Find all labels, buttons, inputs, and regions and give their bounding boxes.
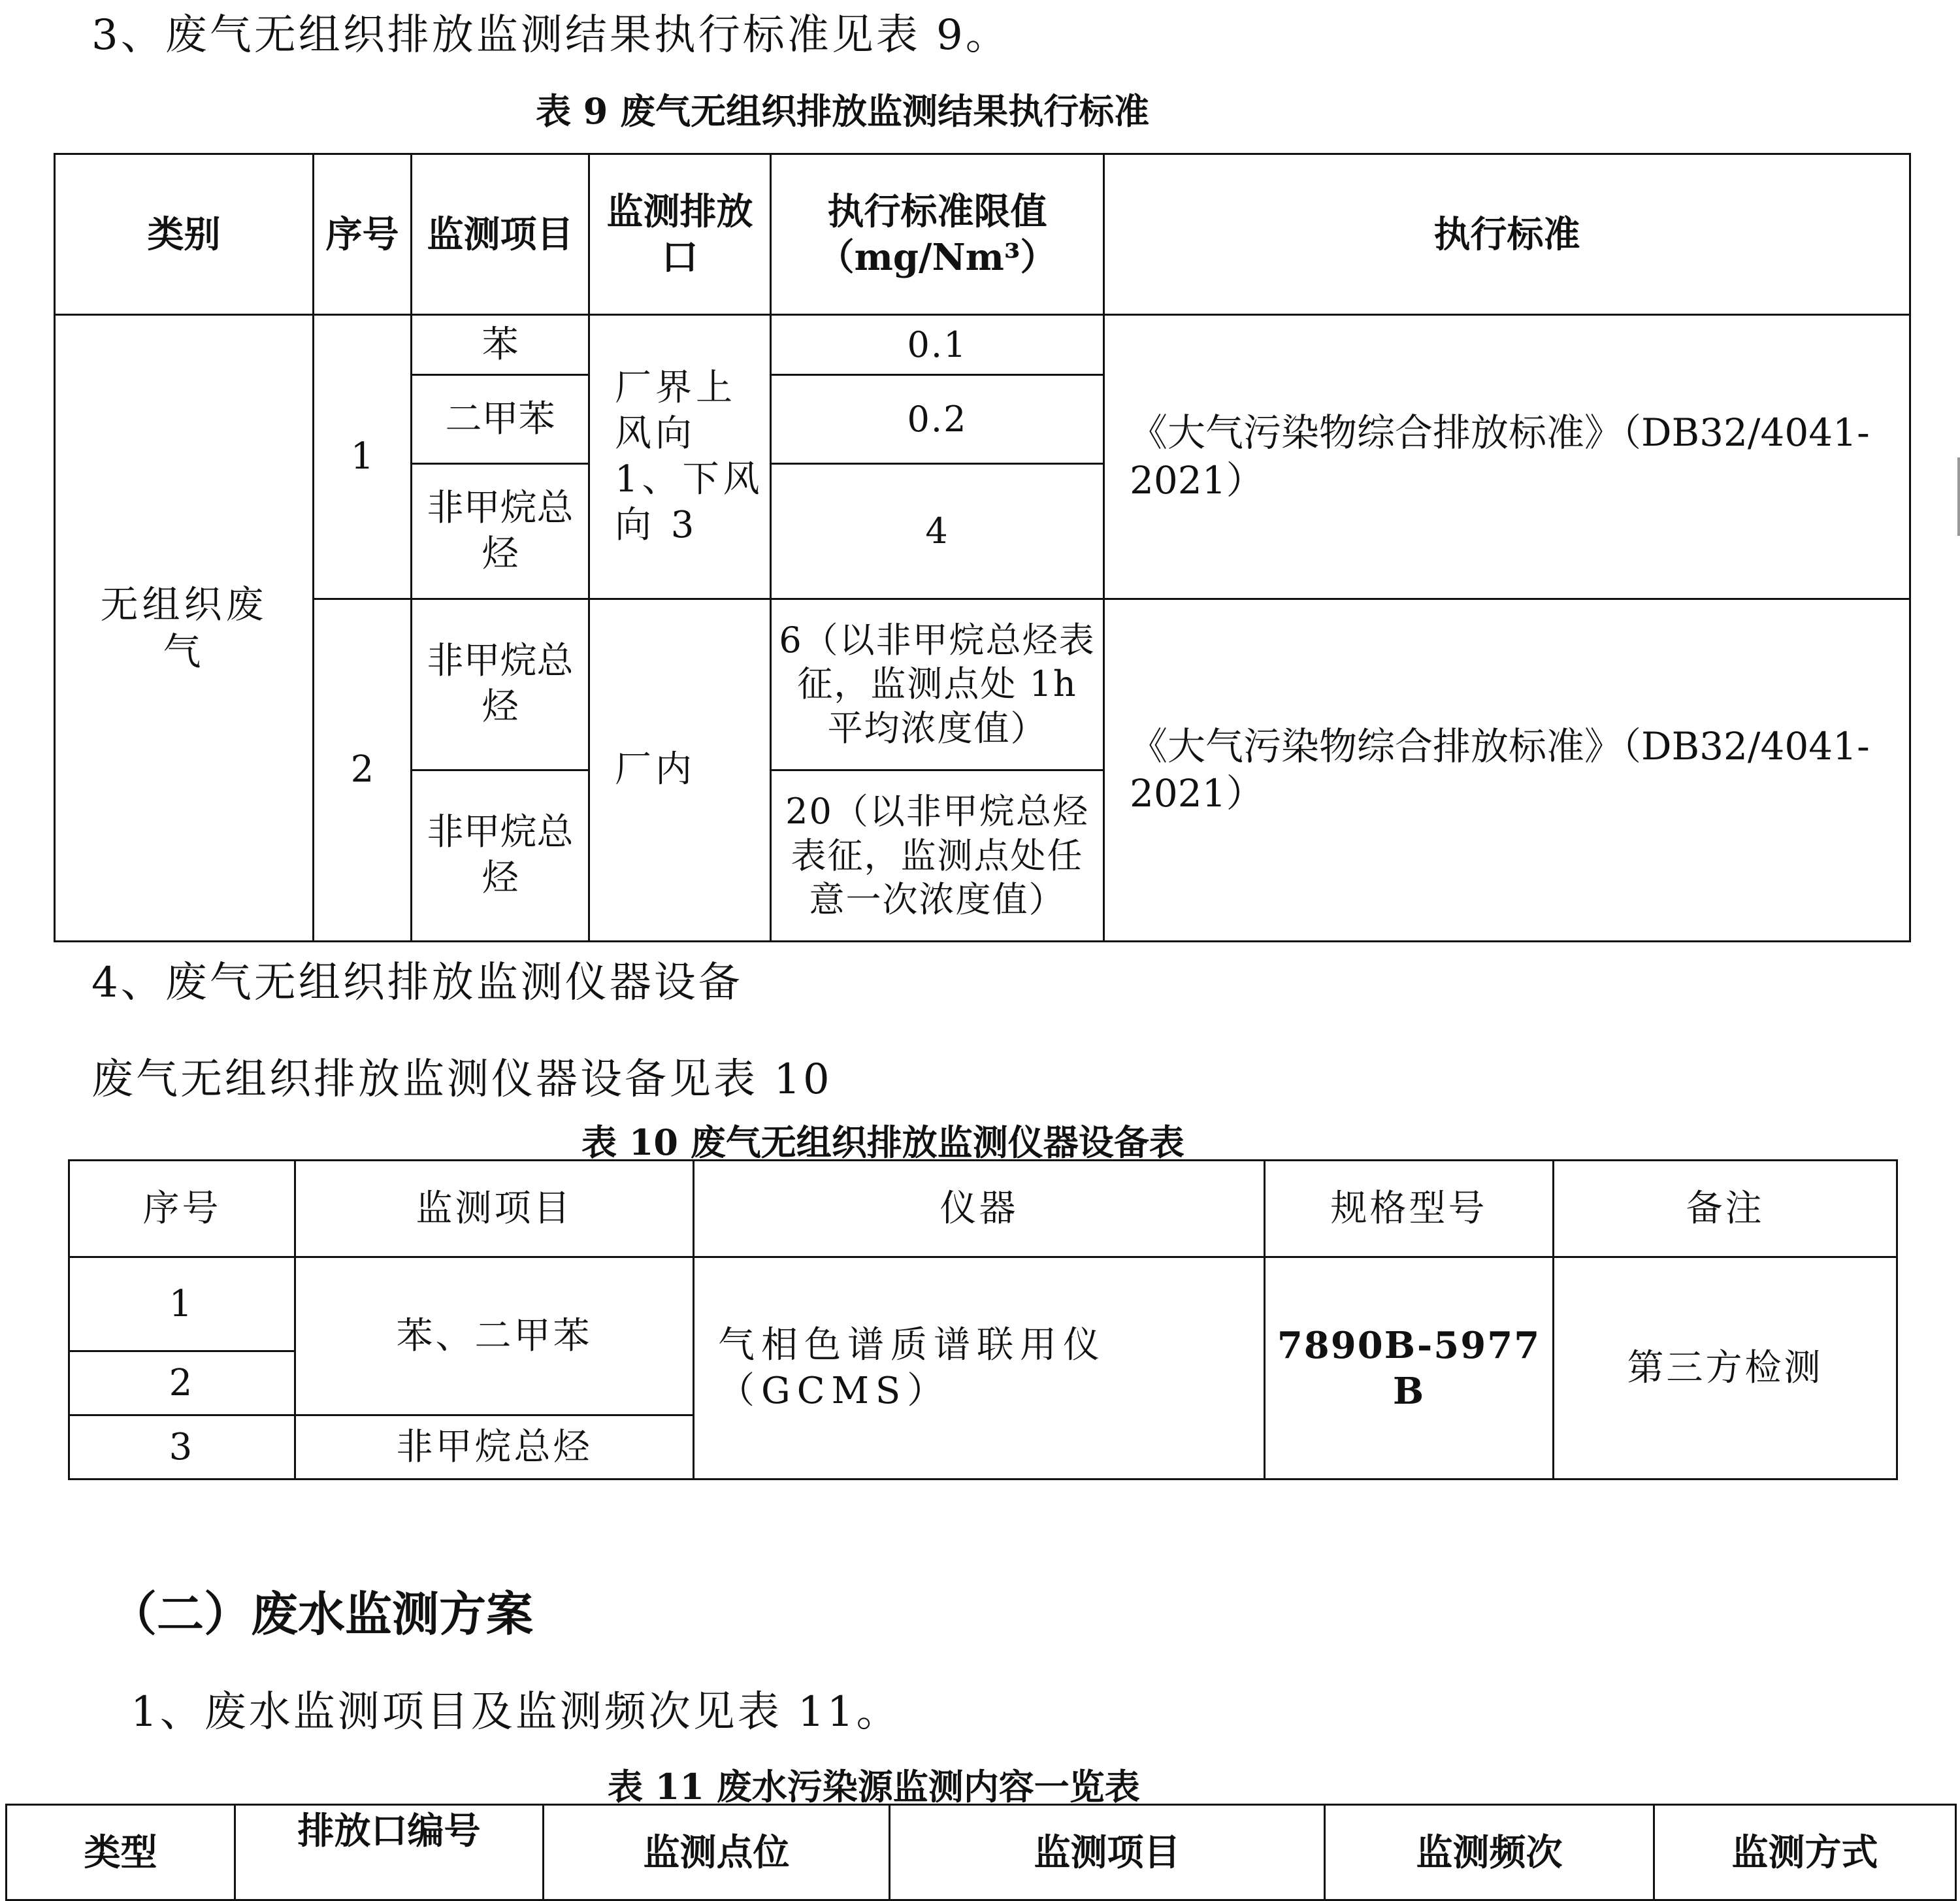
instrument-cell: 气相色谱质谱联用仪（GCMS） [694, 1257, 1265, 1479]
table11-wastewater [5, 1804, 1957, 1901]
limit-cell: 6（以非甲烷总烃表征，监测点处 1h 平均浓度值） [771, 599, 1104, 770]
item-cell: 二甲苯 [412, 375, 589, 464]
item-cell: 非甲烷总烃 [412, 770, 589, 941]
seq-cell: 1 [69, 1257, 295, 1351]
standard-cell-2: 《大气污染物综合排放标准》（DB32/4041-2021） [1104, 599, 1910, 941]
note-cell: 第三方检测 [1554, 1257, 1897, 1479]
page-edge-mark [1957, 457, 1960, 536]
port-cell-2: 厂内 [589, 599, 771, 941]
header-seq: 序号 [314, 154, 412, 315]
item-cell: 苯 [412, 315, 589, 375]
header-port: 监测排放口 [589, 154, 771, 315]
header-method: 监测方式 [1654, 1805, 1956, 1900]
table11-caption: 表 11 废水污染源监测内容一览表 [608, 1766, 1140, 1808]
model-cell: 7890B-5977B [1265, 1257, 1554, 1479]
header-type: 类型 [7, 1805, 235, 1900]
limit-cell: 20（以非甲烷总烃表征，监测点处任意一次浓度值） [771, 770, 1104, 941]
header-item: 监测项目 [295, 1161, 694, 1257]
table10-caption: 表 10 废气无组织排放监测仪器设备表 [581, 1121, 1184, 1163]
header-standard: 执行标准 [1104, 154, 1910, 315]
item-cell-benzene-xylene: 苯、二甲苯 [295, 1257, 694, 1415]
paragraph-section4-heading: 4、废气无组织排放监测仪器设备 [91, 959, 743, 1007]
header-model: 规格型号 [1265, 1161, 1554, 1257]
port-cell-1: 厂界上风向 1、下风向 3 [589, 315, 771, 599]
table10-instruments [68, 1159, 1898, 1480]
header-note: 备注 [1554, 1161, 1897, 1257]
paragraph-table9-intro: 3、废气无组织排放监测结果执行标准见表 9。 [91, 11, 1010, 59]
table9-emission-standards [54, 153, 1911, 942]
category-cell: 无组织废气 [55, 315, 314, 942]
item-cell-nmhc: 非甲烷总烃 [295, 1415, 694, 1479]
seq-cell-2: 2 [314, 599, 412, 941]
item-cell: 非甲烷总烃 [412, 599, 589, 770]
header-item: 监测项目 [412, 154, 589, 315]
header-port-no: 排放口编号 [235, 1805, 544, 1900]
header-item: 监测项目 [890, 1805, 1325, 1900]
limit-cell: 0.1 [771, 315, 1104, 375]
standard-cell-1: 《大气污染物综合排放标准》（DB32/4041-2021） [1104, 315, 1910, 599]
limit-cell: 4 [771, 464, 1104, 599]
paragraph-table10-intro: 废气无组织排放监测仪器设备见表 10 [91, 1055, 832, 1104]
seq-cell: 2 [69, 1351, 295, 1415]
table9-caption: 表 9 废气无组织排放监测结果执行标准 [536, 90, 1150, 132]
seq-cell-1: 1 [314, 315, 412, 599]
header-seq: 序号 [69, 1161, 295, 1257]
header-limit: 执行标准限值（mg/Nm³） [771, 154, 1104, 315]
header-point: 监测点位 [544, 1805, 890, 1900]
seq-cell: 3 [69, 1415, 295, 1479]
header-freq: 监测频次 [1325, 1805, 1654, 1900]
item-cell: 非甲烷总烃 [412, 464, 589, 599]
header-instrument: 仪器 [694, 1161, 1265, 1257]
paragraph-table11-intro: 1、废水监测项目及监测频次见表 11。 [131, 1688, 901, 1736]
header-category: 类别 [55, 154, 314, 315]
section-heading-wastewater: （二）废水监测方案 [110, 1586, 534, 1642]
limit-cell: 0.2 [771, 375, 1104, 464]
